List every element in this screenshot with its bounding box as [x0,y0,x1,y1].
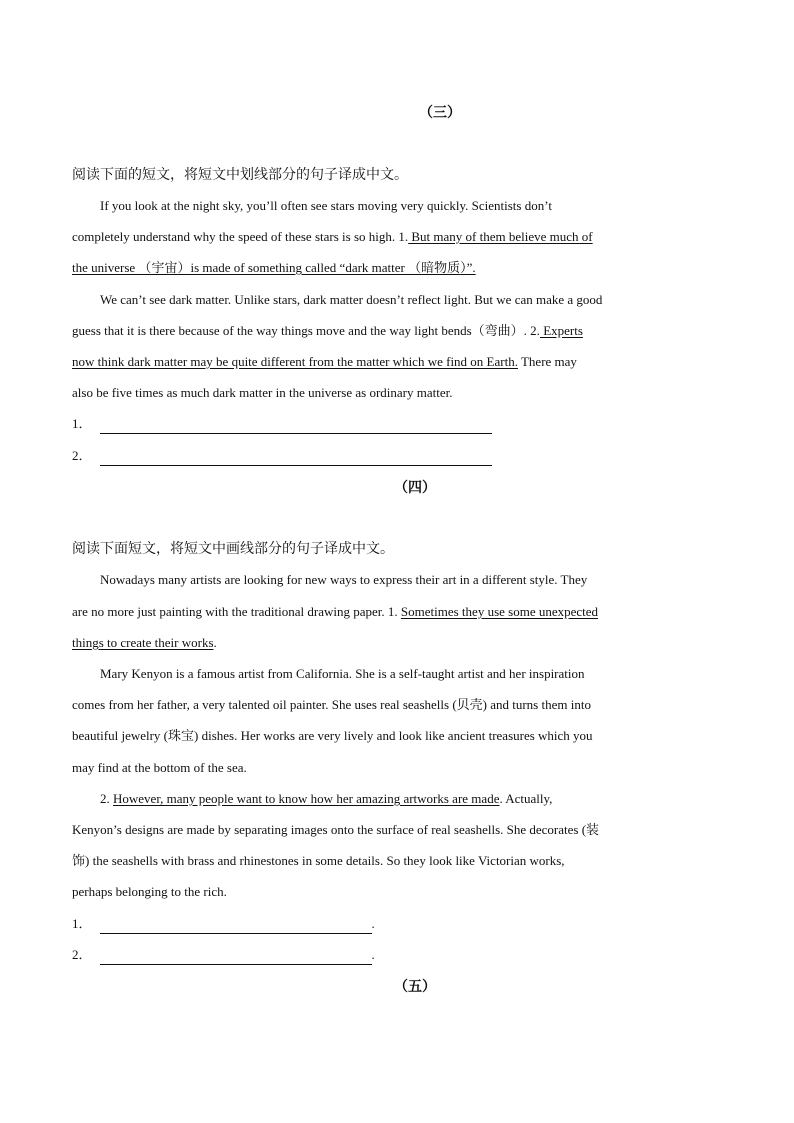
answer-number: 2． [72,947,92,962]
s3-underlined-sentence-1b [72,260,476,275]
s4-p1-line-3 [72,633,217,653]
s4-p3-l1-text: . Actually, [499,791,553,806]
s3-u-seg-c: ）”. [460,260,476,275]
section-3-instruction: 阅读下面的短文，将短文中划线部分的句子译成中文。 [72,167,408,183]
s4-p1-line-2 [72,602,598,622]
s4-p2-line-4: may find at the bottom of the sea. [72,760,247,775]
answer-blank[interactable] [100,419,492,434]
s3-p2-line-4: also be five times as much dark matter in the universe as ordinary matter. [72,385,453,400]
s3-p2-line-2 [72,321,583,341]
s3-u-cn-1: 宇宙 [151,261,178,276]
s3-p2-line-3 [72,352,577,372]
s3-underlined-sentence-2a: Experts [539,323,583,338]
s4-p2-line-1: Mary Kenyon is a famous artist from California. She is a self-taught artist and her inspiration [100,666,585,681]
s4-p3-l1-num: 2. [100,791,113,806]
s4-p1-line-1: Nowadays many artists are looking for new ways to express their art in a different style. They [100,572,588,587]
answer-number: 1． [72,416,92,431]
s3-u-seg-b: ）is made of something called “dark matter （ [177,260,422,275]
s4-answer-2[interactable] [72,945,375,965]
s4-underlined-sentence-1b: things to create their works [72,635,214,650]
s4-underlined-sentence-2: However, many people want to know how her amazing artworks are made [113,791,500,806]
answer-blank[interactable] [100,919,372,934]
s3-p2-line-1: We can’t see dark matter. Unlike stars, dark matter doesn’t reflect light. But we can make a good [100,292,603,307]
answer-period: . [371,947,375,962]
s3-answer-1[interactable] [72,414,492,434]
s3-p2-l2-text: guess that it is there because of the way things move and the way light bends（ [72,323,485,338]
section-4-instruction: 阅读下面短文，将短文中画线部分的句子译成中文。 [72,541,394,557]
s4-p1-l3-text: . [213,635,217,650]
answer-blank[interactable] [100,950,372,965]
s3-u-seg-a: the universe （ [72,260,152,275]
s3-underlined-sentence-2b: now think dark matter may be quite different from the matter which we find on Earth. [72,354,518,369]
section-heading-3: （三） [419,106,461,121]
answer-blank[interactable] [100,451,492,466]
s4-underlined-sentence-1a: Sometimes they use some unexpected [400,604,599,619]
s3-answer-2[interactable] [72,446,492,466]
s3-p1-line-1: If you look at the night sky, you’ll often see stars moving very quickly. Scientists don’t [100,198,552,213]
s4-p1-l2-text: are no more just painting with the traditional drawing paper. 1. [72,604,401,619]
section-heading-4: （四） [394,481,436,496]
s3-p1-line-2 [72,227,593,247]
answer-number: 1． [72,916,92,931]
s3-underlined-sentence-1a: But many of them believe much of [408,229,593,244]
s4-p3-line-1 [100,789,552,809]
s3-p1-line-3 [72,258,476,278]
section-heading-5: （五） [394,980,436,995]
s4-answer-1[interactable] [72,914,375,934]
s3-p2-l3-text: There may [517,354,577,369]
answer-period: . [371,916,375,931]
s3-p2-l2-cn: 弯曲 [484,324,511,339]
answer-number: 2． [72,448,92,463]
s4-p3-line-4: perhaps belonging to the rich. [72,884,227,899]
s4-p2-line-2: comes from her father, a very talented oil painter. She uses real seashells (贝壳) and turns them into [72,697,591,712]
s4-p3-line-3: 饰) the seashells with brass and rhinestones in some details. So they look like Victorian works, [72,853,565,868]
s4-p2-line-3: beautiful jewelry (珠宝) dishes. Her works are very lively and look like ancient treasures which you [72,728,593,743]
s4-p3-line-2: Kenyon’s designs are made by separating images onto the surface of real seashells. She decorates (装 [72,822,600,837]
s3-p2-l2-text-b: ）. 2. [510,323,540,338]
s3-u-cn-2: 暗物质 [421,261,461,276]
s3-p1-line-2-text: completely understand why the speed of these stars is so high. 1. [72,229,409,244]
